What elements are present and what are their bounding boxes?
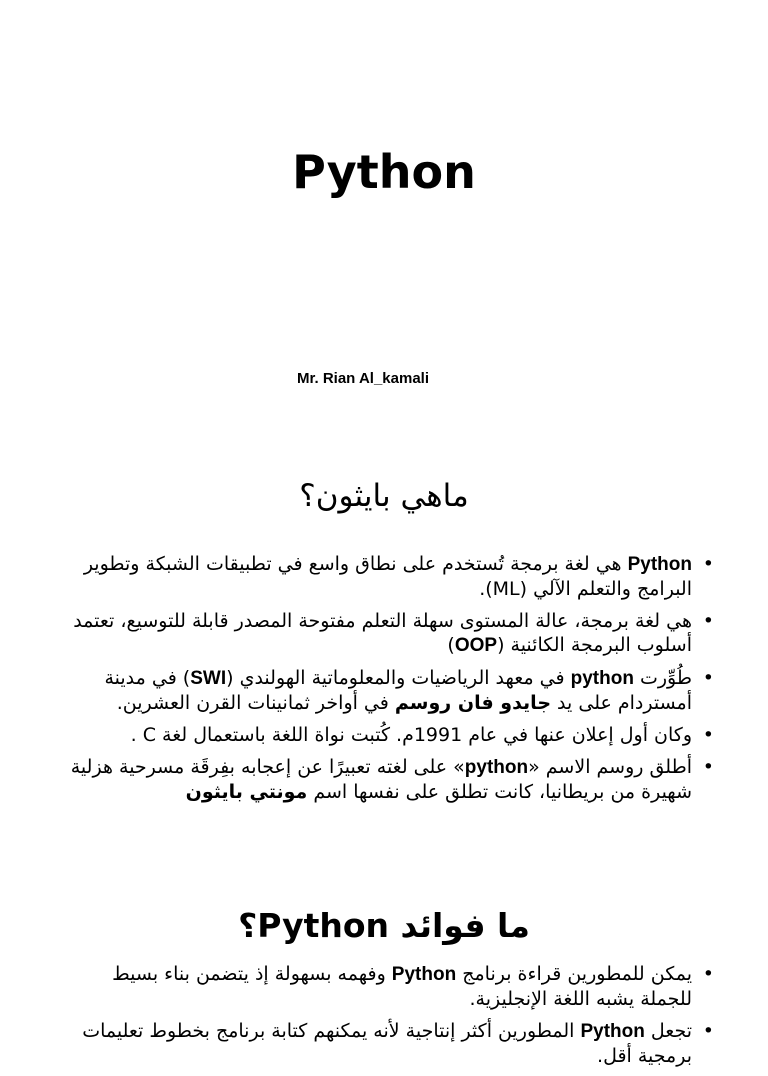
- bullet-text: ) في مدينة أمستردام على يد: [104, 667, 692, 714]
- slide-title: ماهي بايثون؟: [299, 478, 469, 514]
- bullet-text: أطلق روسم الاسم «: [528, 756, 692, 778]
- troupe-name: مونتي بايثون: [185, 781, 308, 803]
- term-python: Python: [627, 554, 692, 575]
- term-python: python: [464, 757, 529, 778]
- bullet-item: [56, 755, 706, 804]
- bullet-text: المطورين أكثر إنتاجية لأنه يمكنهم كتابة برنامج بخطوط تعليمات برمجية أقل.: [82, 1020, 692, 1067]
- bullet-text: هي لغة برمجة، عالة المستوى سهلة التعلم مفتوحة المصدر قابلة للتوسيع، تعتمد أسلوب البرمجة الكائنية (: [73, 610, 692, 656]
- bullet-item: [56, 962, 706, 1011]
- slide-title: ما فوائد Python؟: [238, 906, 530, 945]
- what-is-python-slide: [0, 462, 768, 866]
- bullet-item: [56, 552, 706, 601]
- term-python: Python: [580, 1021, 645, 1042]
- bullet-text: طُوِّرت: [633, 667, 692, 689]
- bullet-text: وكان أول إعلان عنها في عام 1991م. كُتبت نواة اللغة باستعمال لغة C .: [130, 724, 692, 746]
- developer-name: جايدو فان روسم: [394, 692, 552, 714]
- author-name: Mr. Rian Al_kamali: [297, 370, 429, 387]
- bullet-text: هي لغة برمجة تُستخدم على نطاق واسع في تطبيقات الشبكة وتطوير البرامج والتعلم الآلي (ML).: [83, 553, 692, 600]
- title-slide: [0, 0, 768, 440]
- term-oop: OOP: [454, 635, 498, 656]
- term-python: python: [570, 668, 634, 689]
- bullet-item: [56, 666, 706, 715]
- python-benefits-slide: [0, 888, 768, 1067]
- term-python: Python: [391, 964, 457, 985]
- term-swi: SWI: [190, 668, 227, 689]
- slide-title: Python: [292, 145, 476, 199]
- bullet-text: » على لغته تعبيرًا عن إعجابه بفِرقَة مسرحية هزلية شهيرة من بريطانيا، كانت تطلق على نفسها اسم: [70, 756, 692, 803]
- bullet-list: [56, 962, 706, 1076]
- bullet-text: وفهمه بسهولة إذ يتضمن بناء بسيط للجملة يشبه اللغة الإنجليزية.: [112, 963, 692, 1010]
- bullet-text: ): [447, 634, 455, 656]
- bullet-item: [56, 1019, 706, 1068]
- bullet-text: في معهد الرياضيات والمعلوماتية الهولندي (: [226, 667, 571, 689]
- bullet-text: تجعل: [644, 1020, 692, 1042]
- bullet-list: [56, 552, 706, 812]
- bullet-item: [56, 723, 706, 747]
- bullet-item: [56, 609, 706, 658]
- bullet-text: يمكن للمطورين قراءة برنامج: [456, 963, 692, 985]
- bullet-text: في أواخر ثمانينات القرن العشرين.: [116, 692, 395, 714]
